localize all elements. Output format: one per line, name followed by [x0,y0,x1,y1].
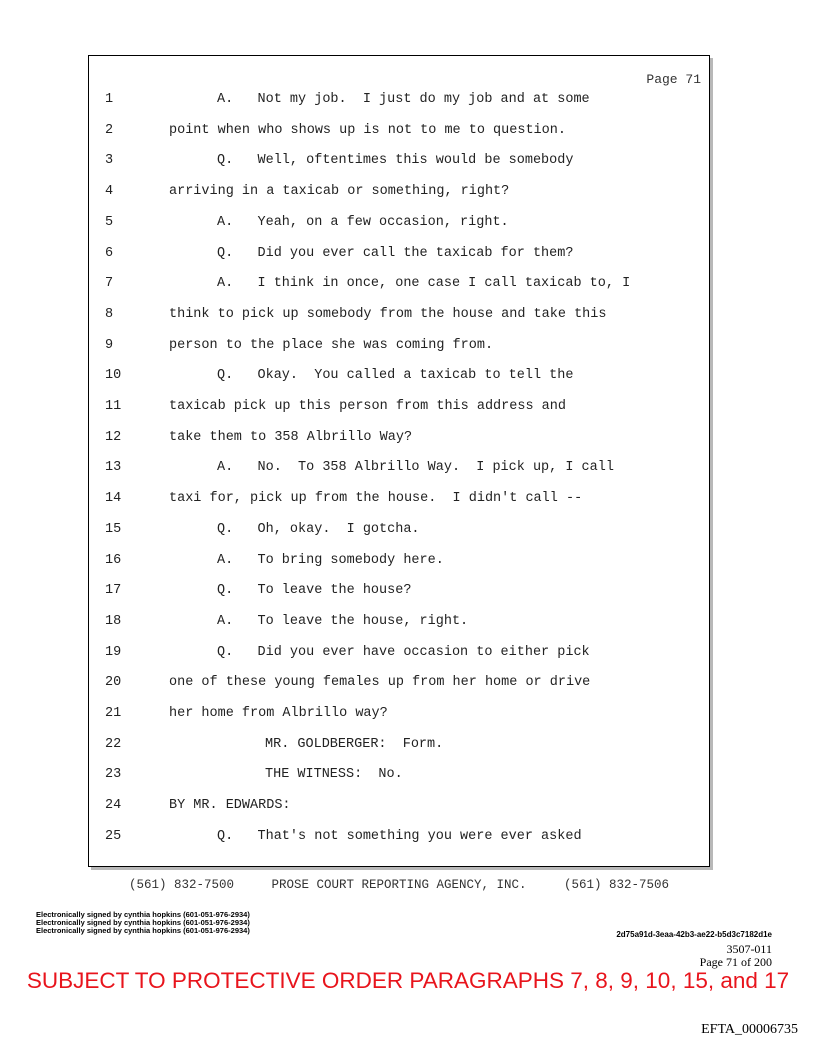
transcript-page [88,55,710,867]
transcript-line [89,274,709,294]
reporting-agency-footer: (561) 832-7500 PROSE COURT REPORTING AGENCY, INC. (561) 832-7506 [128,878,670,892]
transcript-line [89,213,709,233]
line-number: 14 [105,491,122,507]
transcript-line [89,673,709,693]
line-number: 3 [105,153,114,169]
transcript-line [89,735,709,755]
line-number: 4 [105,184,114,200]
line-text: Q. Did you ever call the taxicab for them? [217,245,574,261]
line-number: 18 [105,613,122,629]
line-number: 2 [105,122,114,138]
line-number: 19 [105,644,122,660]
transcript-line [89,428,709,448]
line-text: Q. Oh, okay. I gotcha. [217,521,420,537]
line-number: 22 [105,736,122,752]
line-number: 5 [105,214,114,230]
transcript-line [89,796,709,816]
line-text: Q. Did you ever have occasion to either pick [217,644,590,660]
line-text: Q. Okay. You called a taxicab to tell the [217,368,574,384]
protective-order-notice: SUBJECT TO PROTECTIVE ORDER PARAGRAPHS 7, 8, 9, 10, 15, and 17 [26,968,790,993]
line-text: one of these young females up from her home or drive [169,675,591,691]
transcript-line [89,90,709,110]
transcript-line [89,151,709,171]
line-number: 15 [105,521,122,537]
line-number: 13 [105,460,122,476]
signature-line: Electronically signed by cynthia hopkins (601-051-976-2934) [36,926,250,935]
transcript-line [89,827,709,847]
line-text: BY MR. EDWARDS: [169,798,291,814]
line-text: Q. That's not something you were ever asked [217,828,582,844]
line-text: A. Not my job. I just do my job and at some [217,92,590,107]
line-text: A. No. To 358 Albrillo Way. I pick up, I call [217,460,614,476]
line-number: 24 [105,798,122,814]
transcript-line [89,551,709,571]
line-text: person to the place she was coming from. [169,337,494,353]
line-number: 10 [105,368,122,384]
signature-line: Electronically signed by cynthia hopkins (601-051-976-2934) [36,918,250,927]
transcript-line [89,366,709,386]
line-text: point when who shows up is not to me to question. [169,122,566,138]
line-text: think to pick up somebody from the house and take this [169,306,607,322]
line-text: THE WITNESS: No. [265,767,403,783]
signature-line: Electronically signed by cynthia hopkins (601-051-976-2934) [36,910,250,919]
efta-id: EFTA_00006735 [701,1022,798,1037]
line-number: 16 [105,552,122,568]
page-of-total: Page 71 of 200 [699,955,772,969]
line-text: Q. Well, oftentimes this would be somebody [217,153,574,169]
line-text: A. I think in once, one case I call taxicab to, I [217,276,631,292]
transcript-line [89,612,709,632]
line-text: MR. GOLDBERGER: Form. [265,736,444,752]
line-text: A. To leave the house, right. [217,613,469,629]
line-number: 17 [105,583,122,599]
transcript-line [89,489,709,509]
line-number: 23 [105,767,122,783]
page-number: Page 71 [646,72,701,87]
line-text: take them to 358 Albrillo Way? [169,429,413,445]
line-number: 12 [105,429,122,445]
document-number: 3507-011 [726,942,772,956]
line-number: 9 [105,337,114,353]
line-number: 7 [105,276,114,292]
transcript-line [89,458,709,478]
line-number: 11 [105,399,122,414]
line-number: 1 [105,92,114,107]
transcript-line [89,704,709,724]
line-text: taxi for, pick up from the house. I didn't call -- [169,491,583,507]
line-text: her home from Albrillo way? [169,706,388,721]
transcript-line [89,244,709,264]
line-text: Q. To leave the house? [217,583,412,599]
line-number: 20 [105,675,122,691]
transcript-line [89,121,709,141]
line-number: 25 [105,828,122,844]
transcript-line [89,182,709,202]
line-number: 6 [105,245,114,261]
document-hash: 2d75a91d-3eaa-42b3-ae22-b5d3c7182d1e [616,930,772,939]
line-text: A. To bring somebody here. [217,552,444,568]
transcript-line [89,765,709,785]
transcript-line [89,336,709,356]
transcript-line [89,643,709,663]
transcript-line [89,397,709,417]
line-text: taxicab pick up this person from this address and [169,399,566,414]
line-text: A. Yeah, on a few occasion, right. [217,214,509,230]
line-text: arriving in a taxicab or something, right? [169,184,510,200]
transcript-line [89,581,709,601]
transcript-line [89,520,709,540]
transcript-line [89,305,709,325]
line-number: 8 [105,306,114,322]
line-number: 21 [105,706,122,721]
